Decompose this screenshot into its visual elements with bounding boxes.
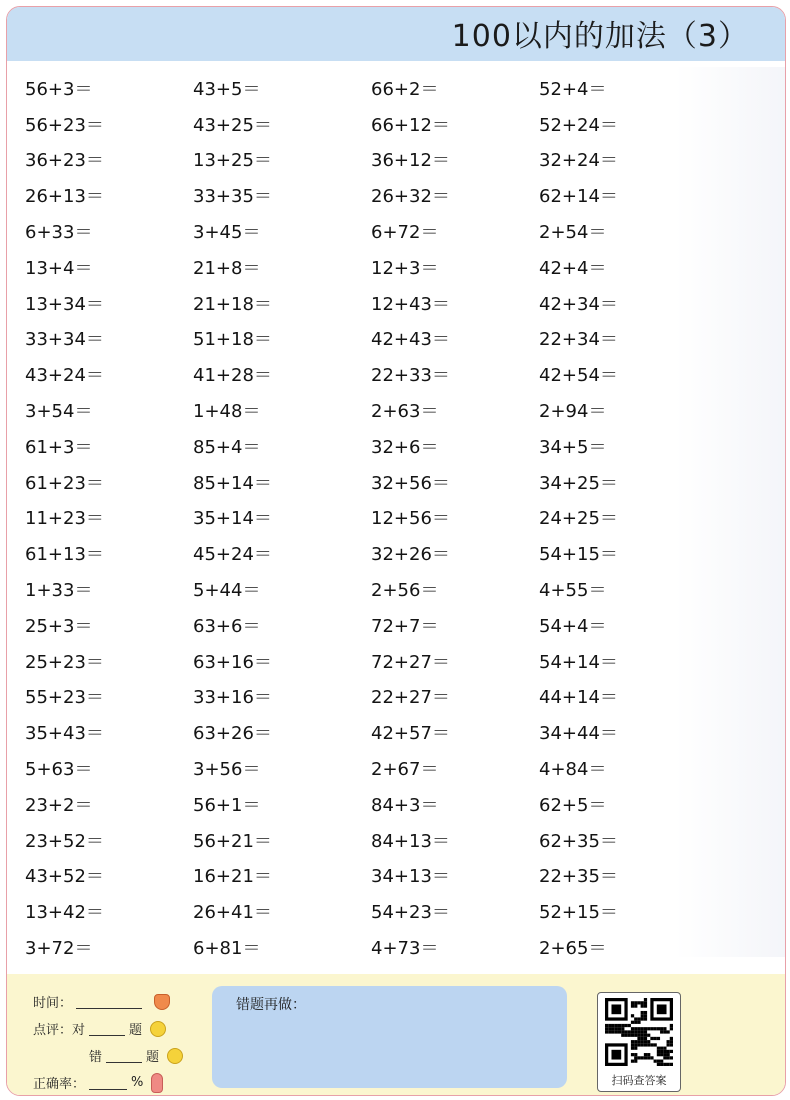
qr-module [631, 1043, 634, 1046]
problem-cell[interactable]: 4+55＝ [539, 580, 607, 602]
problem-cell[interactable]: 42+34＝ [539, 293, 618, 315]
qr-module [647, 1034, 650, 1037]
problem-cell[interactable]: 12+43＝ [371, 293, 450, 315]
problem-cell[interactable]: 2+94＝ [539, 401, 607, 423]
qr-module [615, 1030, 618, 1033]
correct-blank[interactable] [89, 1021, 125, 1036]
qr-module [621, 1030, 624, 1033]
qr-module [644, 1027, 647, 1030]
qr-module [667, 1050, 670, 1053]
problem-row [25, 607, 725, 643]
problem-cell[interactable]: 63+6＝ [193, 615, 261, 637]
qr-module [641, 1014, 644, 1017]
qr-module [611, 1024, 614, 1027]
qr-module [654, 1037, 657, 1040]
qr-module [660, 1050, 663, 1053]
qr-module [618, 1027, 621, 1030]
problem-row [25, 464, 725, 500]
qr-module [670, 1024, 673, 1027]
problem-cell[interactable]: 32+56＝ [371, 472, 450, 494]
problem-cell[interactable]: 2+56＝ [371, 580, 439, 602]
qr-module [644, 1011, 647, 1014]
problem-cell[interactable]: 54+23＝ [371, 902, 450, 924]
problem-cell[interactable]: 13+25＝ [193, 150, 272, 172]
smile-icon [150, 1021, 166, 1037]
qr-module [644, 1037, 647, 1040]
problem-cell[interactable]: 3+54＝ [25, 401, 93, 423]
problem-cell[interactable]: 66+2＝ [371, 78, 439, 100]
qr-module [660, 1047, 663, 1050]
qr-module [657, 1004, 667, 1014]
qr-module [663, 1030, 666, 1033]
problem-row [25, 392, 725, 428]
problem-cell[interactable]: 63+26＝ [193, 723, 272, 745]
qr-module [605, 1024, 608, 1027]
qr-module [628, 1030, 631, 1033]
redo-box[interactable] [212, 986, 567, 1088]
problem-cell[interactable]: 56+1＝ [193, 794, 261, 816]
problem-cell[interactable]: 84+3＝ [371, 794, 439, 816]
problem-cell[interactable]: 33+34＝ [25, 329, 104, 351]
qr-module [657, 1063, 660, 1066]
qr-module [660, 1053, 663, 1056]
problem-cell[interactable]: 4+73＝ [371, 938, 439, 960]
problem-cell[interactable]: 43+25＝ [193, 114, 272, 136]
sad-icon [167, 1048, 183, 1064]
problem-cell[interactable]: 66+12＝ [371, 114, 450, 136]
qr-module [644, 1053, 647, 1056]
qr-module [667, 1056, 670, 1059]
score-panel [33, 988, 183, 1096]
qr-module [621, 1024, 624, 1027]
qr-module [644, 1040, 647, 1043]
qr-module [624, 1030, 627, 1033]
problem-cell[interactable]: 43+24＝ [25, 365, 104, 387]
qr-module [657, 1053, 660, 1056]
problem-cell[interactable]: 54+14＝ [539, 651, 618, 673]
qr-module [605, 1030, 608, 1033]
problem-cell[interactable]: 32+6＝ [371, 436, 439, 458]
qr-module [631, 1047, 634, 1050]
qr-module [611, 1004, 621, 1014]
qr-module [624, 1024, 627, 1027]
qr-module [644, 1030, 647, 1033]
problem-cell[interactable]: 54+4＝ [539, 615, 607, 637]
problem-cell[interactable]: 3+45＝ [193, 222, 261, 244]
problem-row [25, 142, 725, 178]
qr-module [641, 1056, 644, 1059]
qr-module [618, 1030, 621, 1033]
problem-cell[interactable]: 52+15＝ [539, 902, 618, 924]
qr-module [650, 1037, 653, 1040]
problem-cell[interactable]: 35+43＝ [25, 723, 104, 745]
problem-cell[interactable]: 2+65＝ [539, 938, 607, 960]
redo-label: 错题再做： [236, 997, 306, 1013]
qr-code-icon [605, 998, 673, 1066]
qr-module [667, 1040, 670, 1043]
qr-module [637, 1001, 640, 1004]
problem-row [25, 249, 725, 285]
qr-module [641, 1001, 644, 1004]
problem-cell[interactable]: 84+13＝ [371, 830, 450, 852]
qr-module [637, 1040, 640, 1043]
problem-row [25, 177, 725, 213]
qr-module [654, 1027, 657, 1030]
qr-module [647, 1040, 650, 1043]
cat-icon [154, 994, 170, 1010]
qr-module [660, 1030, 663, 1033]
problem-cell[interactable]: 22+33＝ [371, 365, 450, 387]
problem-cell[interactable]: 34+13＝ [371, 866, 450, 888]
qr-module [618, 1024, 621, 1027]
qr-module [637, 1021, 640, 1024]
problem-cell[interactable]: 62+35＝ [539, 830, 618, 852]
problem-row [25, 285, 725, 321]
problem-row [25, 70, 725, 106]
problem-cell[interactable]: 33+16＝ [193, 687, 272, 709]
problem-row [25, 858, 725, 894]
qr-module [647, 1056, 650, 1059]
qr-module [660, 1063, 663, 1066]
qr-module [634, 1017, 637, 1020]
qr-module [634, 1004, 637, 1007]
qr-module [644, 1004, 647, 1007]
problem-row [25, 571, 725, 607]
qr-module [637, 1034, 640, 1037]
qr-module [644, 1001, 647, 1004]
qr-module [637, 1017, 640, 1020]
page-title: 100以内的加法（3） [451, 19, 749, 54]
problem-cell[interactable]: 45+24＝ [193, 544, 272, 566]
qr-module [657, 1027, 660, 1030]
qr-module [634, 1056, 637, 1059]
qr-module [634, 1040, 637, 1043]
qr-module [644, 998, 647, 1001]
problem-cell[interactable]: 72+27＝ [371, 651, 450, 673]
qr-module [634, 1034, 637, 1037]
problem-row [25, 679, 725, 715]
qr-module [644, 1017, 647, 1020]
problem-cell[interactable]: 21+18＝ [193, 293, 272, 315]
qr-module [644, 1056, 647, 1059]
problem-cell[interactable]: 25+23＝ [25, 651, 104, 673]
problem-cell[interactable]: 2+63＝ [371, 401, 439, 423]
problem-cell[interactable]: 6+72＝ [371, 222, 439, 244]
problem-cell[interactable]: 22+27＝ [371, 687, 450, 709]
qr-module [667, 1030, 670, 1033]
time-label: 时间： [33, 996, 73, 1011]
qr-module [650, 1043, 653, 1046]
problem-cell[interactable]: 21+8＝ [193, 257, 261, 279]
problem-cell[interactable]: 26+13＝ [25, 186, 104, 208]
problem-cell[interactable]: 62+14＝ [539, 186, 618, 208]
problem-grid [25, 70, 725, 965]
qr-module [641, 1037, 644, 1040]
qr-module [663, 1053, 666, 1056]
qr-module [641, 1043, 644, 1046]
problem-cell[interactable]: 12+56＝ [371, 508, 450, 530]
problem-cell[interactable]: 26+41＝ [193, 902, 272, 924]
qr-module [637, 1027, 640, 1030]
problem-cell[interactable]: 11+23＝ [25, 508, 104, 530]
problem-cell[interactable]: 23+52＝ [25, 830, 104, 852]
problem-cell[interactable]: 42+54＝ [539, 365, 618, 387]
qr-module [608, 1027, 611, 1030]
qr-module [641, 1030, 644, 1033]
qr-module [631, 1027, 634, 1030]
qr-module [660, 1027, 663, 1030]
qr-module [634, 1021, 637, 1024]
qr-module [605, 1027, 608, 1030]
problem-cell[interactable]: 52+4＝ [539, 78, 607, 100]
problem-cell[interactable]: 6+81＝ [193, 938, 261, 960]
qr-module [634, 1030, 637, 1033]
problem-row [25, 750, 725, 786]
qr-module [657, 1050, 660, 1053]
qr-module [628, 1034, 631, 1037]
problem-cell[interactable]: 3+56＝ [193, 759, 261, 781]
qr-module [634, 1043, 637, 1046]
qr-module [647, 1043, 650, 1046]
qr-panel[interactable] [597, 992, 681, 1092]
problem-cell[interactable]: 85+4＝ [193, 436, 261, 458]
problem-cell[interactable]: 54+15＝ [539, 544, 618, 566]
problem-cell[interactable]: 42+43＝ [371, 329, 450, 351]
qr-module [650, 1056, 653, 1059]
qr-module [647, 1027, 650, 1030]
qr-module [663, 1027, 666, 1030]
qr-module [644, 1043, 647, 1046]
problem-row [25, 356, 725, 392]
problem-cell[interactable]: 16+21＝ [193, 866, 272, 888]
title-bar [7, 7, 785, 61]
qr-module [667, 1063, 670, 1066]
problem-row [25, 213, 725, 249]
qr-module [634, 1060, 637, 1063]
qr-module [670, 1056, 673, 1059]
problem-row [25, 714, 725, 750]
problem-cell[interactable]: 61+23＝ [25, 472, 104, 494]
problem-cell[interactable]: 13+42＝ [25, 902, 104, 924]
qr-module [637, 1056, 640, 1059]
qr-module [624, 1034, 627, 1037]
problem-cell[interactable]: 56+23＝ [25, 114, 104, 136]
qr-module [641, 1040, 644, 1043]
problem-row [25, 428, 725, 464]
qr-module [631, 1053, 634, 1056]
qr-module [634, 1001, 637, 1004]
qr-module [663, 1047, 666, 1050]
problem-cell[interactable]: 44+14＝ [539, 687, 618, 709]
qr-module [608, 1030, 611, 1033]
problem-cell[interactable]: 5+44＝ [193, 580, 261, 602]
qr-module [644, 1034, 647, 1037]
problem-row [25, 535, 725, 571]
problem-cell[interactable]: 6+33＝ [25, 222, 93, 244]
problem-cell[interactable]: 36+12＝ [371, 150, 450, 172]
problem-cell[interactable]: 43+5＝ [193, 78, 261, 100]
qr-module [670, 1037, 673, 1040]
problem-cell[interactable]: 12+3＝ [371, 257, 439, 279]
problem-cell[interactable]: 32+24＝ [539, 150, 618, 172]
qr-module [641, 1011, 644, 1014]
qr-module [631, 1001, 634, 1004]
qr-module [647, 1053, 650, 1056]
qr-module [670, 1063, 673, 1066]
qr-module [608, 1024, 611, 1027]
qr-module [631, 1060, 634, 1063]
qr-module [667, 1043, 670, 1046]
qr-module [650, 1027, 653, 1030]
problem-cell[interactable]: 62+5＝ [539, 794, 607, 816]
qr-label: 扫码查答案 [611, 1074, 667, 1087]
problem-cell[interactable]: 3+72＝ [25, 938, 93, 960]
problem-cell[interactable]: 22+34＝ [539, 329, 618, 351]
problem-cell[interactable]: 13+34＝ [25, 293, 104, 315]
qr-module [631, 1030, 634, 1033]
qr-module [611, 1050, 621, 1060]
problem-cell[interactable]: 63+16＝ [193, 651, 272, 673]
problem-cell[interactable]: 42+57＝ [371, 723, 450, 745]
correct-unit: 题 [129, 1023, 143, 1038]
qr-module [657, 1060, 660, 1063]
qr-module [621, 1034, 624, 1037]
time-line [33, 988, 183, 1015]
problem-row [25, 643, 725, 679]
problem-cell[interactable]: 41+28＝ [193, 365, 272, 387]
problem-cell[interactable]: 85+14＝ [193, 472, 272, 494]
problem-cell[interactable]: 13+4＝ [25, 257, 93, 279]
qr-module [637, 1030, 640, 1033]
time-blank[interactable] [76, 994, 142, 1009]
qr-module [637, 1043, 640, 1046]
problem-cell[interactable]: 5+63＝ [25, 759, 93, 781]
review-label: 点评： [33, 1023, 73, 1038]
qr-module [667, 1053, 670, 1056]
problem-cell[interactable]: 51+18＝ [193, 329, 272, 351]
accuracy-blank[interactable] [89, 1075, 127, 1090]
correct-label: 对 [72, 1023, 86, 1038]
problem-row [25, 106, 725, 142]
problem-cell[interactable]: 55+23＝ [25, 687, 104, 709]
qr-module [670, 1040, 673, 1043]
bunny-icon [151, 1073, 163, 1093]
accuracy-line [33, 1069, 183, 1096]
worksheet [6, 6, 786, 1096]
problem-cell[interactable]: 33+35＝ [193, 186, 272, 208]
qr-module [663, 1063, 666, 1066]
qr-module [631, 1014, 634, 1017]
problem-cell[interactable]: 35+14＝ [193, 508, 272, 530]
problem-cell[interactable]: 4+84＝ [539, 759, 607, 781]
qr-module [660, 1060, 663, 1063]
problem-cell[interactable]: 25+3＝ [25, 615, 93, 637]
problem-cell[interactable]: 2+54＝ [539, 222, 607, 244]
problem-row [25, 929, 725, 965]
qr-module [670, 1050, 673, 1053]
review-wrong-line [33, 1042, 183, 1069]
qr-module [631, 1021, 634, 1024]
qr-module [621, 1027, 624, 1030]
problem-row [25, 321, 725, 357]
qr-module [641, 1027, 644, 1030]
qr-module [663, 1050, 666, 1053]
qr-module [631, 1040, 634, 1043]
qr-module [641, 1004, 644, 1007]
qr-module [637, 1037, 640, 1040]
qr-module [641, 1034, 644, 1037]
problem-cell[interactable]: 56+3＝ [25, 78, 93, 100]
qr-module [631, 1034, 634, 1037]
problem-cell[interactable]: 52+24＝ [539, 114, 618, 136]
problem-cell[interactable]: 23+2＝ [25, 794, 93, 816]
qr-module [628, 1024, 631, 1027]
problem-cell[interactable]: 1+48＝ [193, 401, 261, 423]
problem-cell[interactable]: 61+13＝ [25, 544, 104, 566]
qr-module [631, 1004, 634, 1007]
problem-cell[interactable]: 2+67＝ [371, 759, 439, 781]
wrong-blank[interactable] [106, 1048, 142, 1063]
qr-module [654, 1060, 657, 1063]
qr-module [611, 1027, 614, 1030]
problem-cell[interactable]: 1+33＝ [25, 580, 93, 602]
qr-module [634, 1053, 637, 1056]
problem-cell[interactable]: 34+25＝ [539, 472, 618, 494]
problem-cell[interactable]: 43+52＝ [25, 866, 104, 888]
qr-module [615, 1024, 618, 1027]
qr-module [657, 1037, 660, 1040]
problem-cell[interactable]: 42+4＝ [539, 257, 607, 279]
qr-module [634, 1027, 637, 1030]
problem-cell[interactable]: 26+32＝ [371, 186, 450, 208]
problem-cell[interactable]: 56+21＝ [193, 830, 272, 852]
problem-cell[interactable]: 24+25＝ [539, 508, 618, 530]
problem-row [25, 786, 725, 822]
footer-panel [7, 974, 785, 1095]
qr-module [634, 1047, 637, 1050]
qr-module [615, 1027, 618, 1030]
review-correct-line [33, 1015, 183, 1042]
problem-row [25, 822, 725, 858]
qr-module [670, 1043, 673, 1046]
problem-cell[interactable]: 34+44＝ [539, 723, 618, 745]
qr-module [654, 1043, 657, 1046]
qr-module [611, 1030, 614, 1033]
accuracy-label: 正确率： [33, 1077, 86, 1092]
qr-module [641, 1017, 644, 1020]
problem-cell[interactable]: 34+5＝ [539, 436, 607, 458]
wrong-label: 错 [89, 1050, 103, 1065]
problem-cell[interactable]: 36+23＝ [25, 150, 104, 172]
wrong-unit: 题 [146, 1050, 160, 1065]
problem-row [25, 500, 725, 536]
problem-cell[interactable]: 72+7＝ [371, 615, 439, 637]
qr-module [663, 1056, 666, 1059]
qr-module [644, 1014, 647, 1017]
qr-module [670, 1027, 673, 1030]
problem-cell[interactable]: 32+26＝ [371, 544, 450, 566]
qr-module [657, 1047, 660, 1050]
problem-cell[interactable]: 22+35＝ [539, 866, 618, 888]
problem-row [25, 893, 725, 929]
problem-cell[interactable]: 61+3＝ [25, 436, 93, 458]
percent-sign: % [131, 1075, 144, 1090]
